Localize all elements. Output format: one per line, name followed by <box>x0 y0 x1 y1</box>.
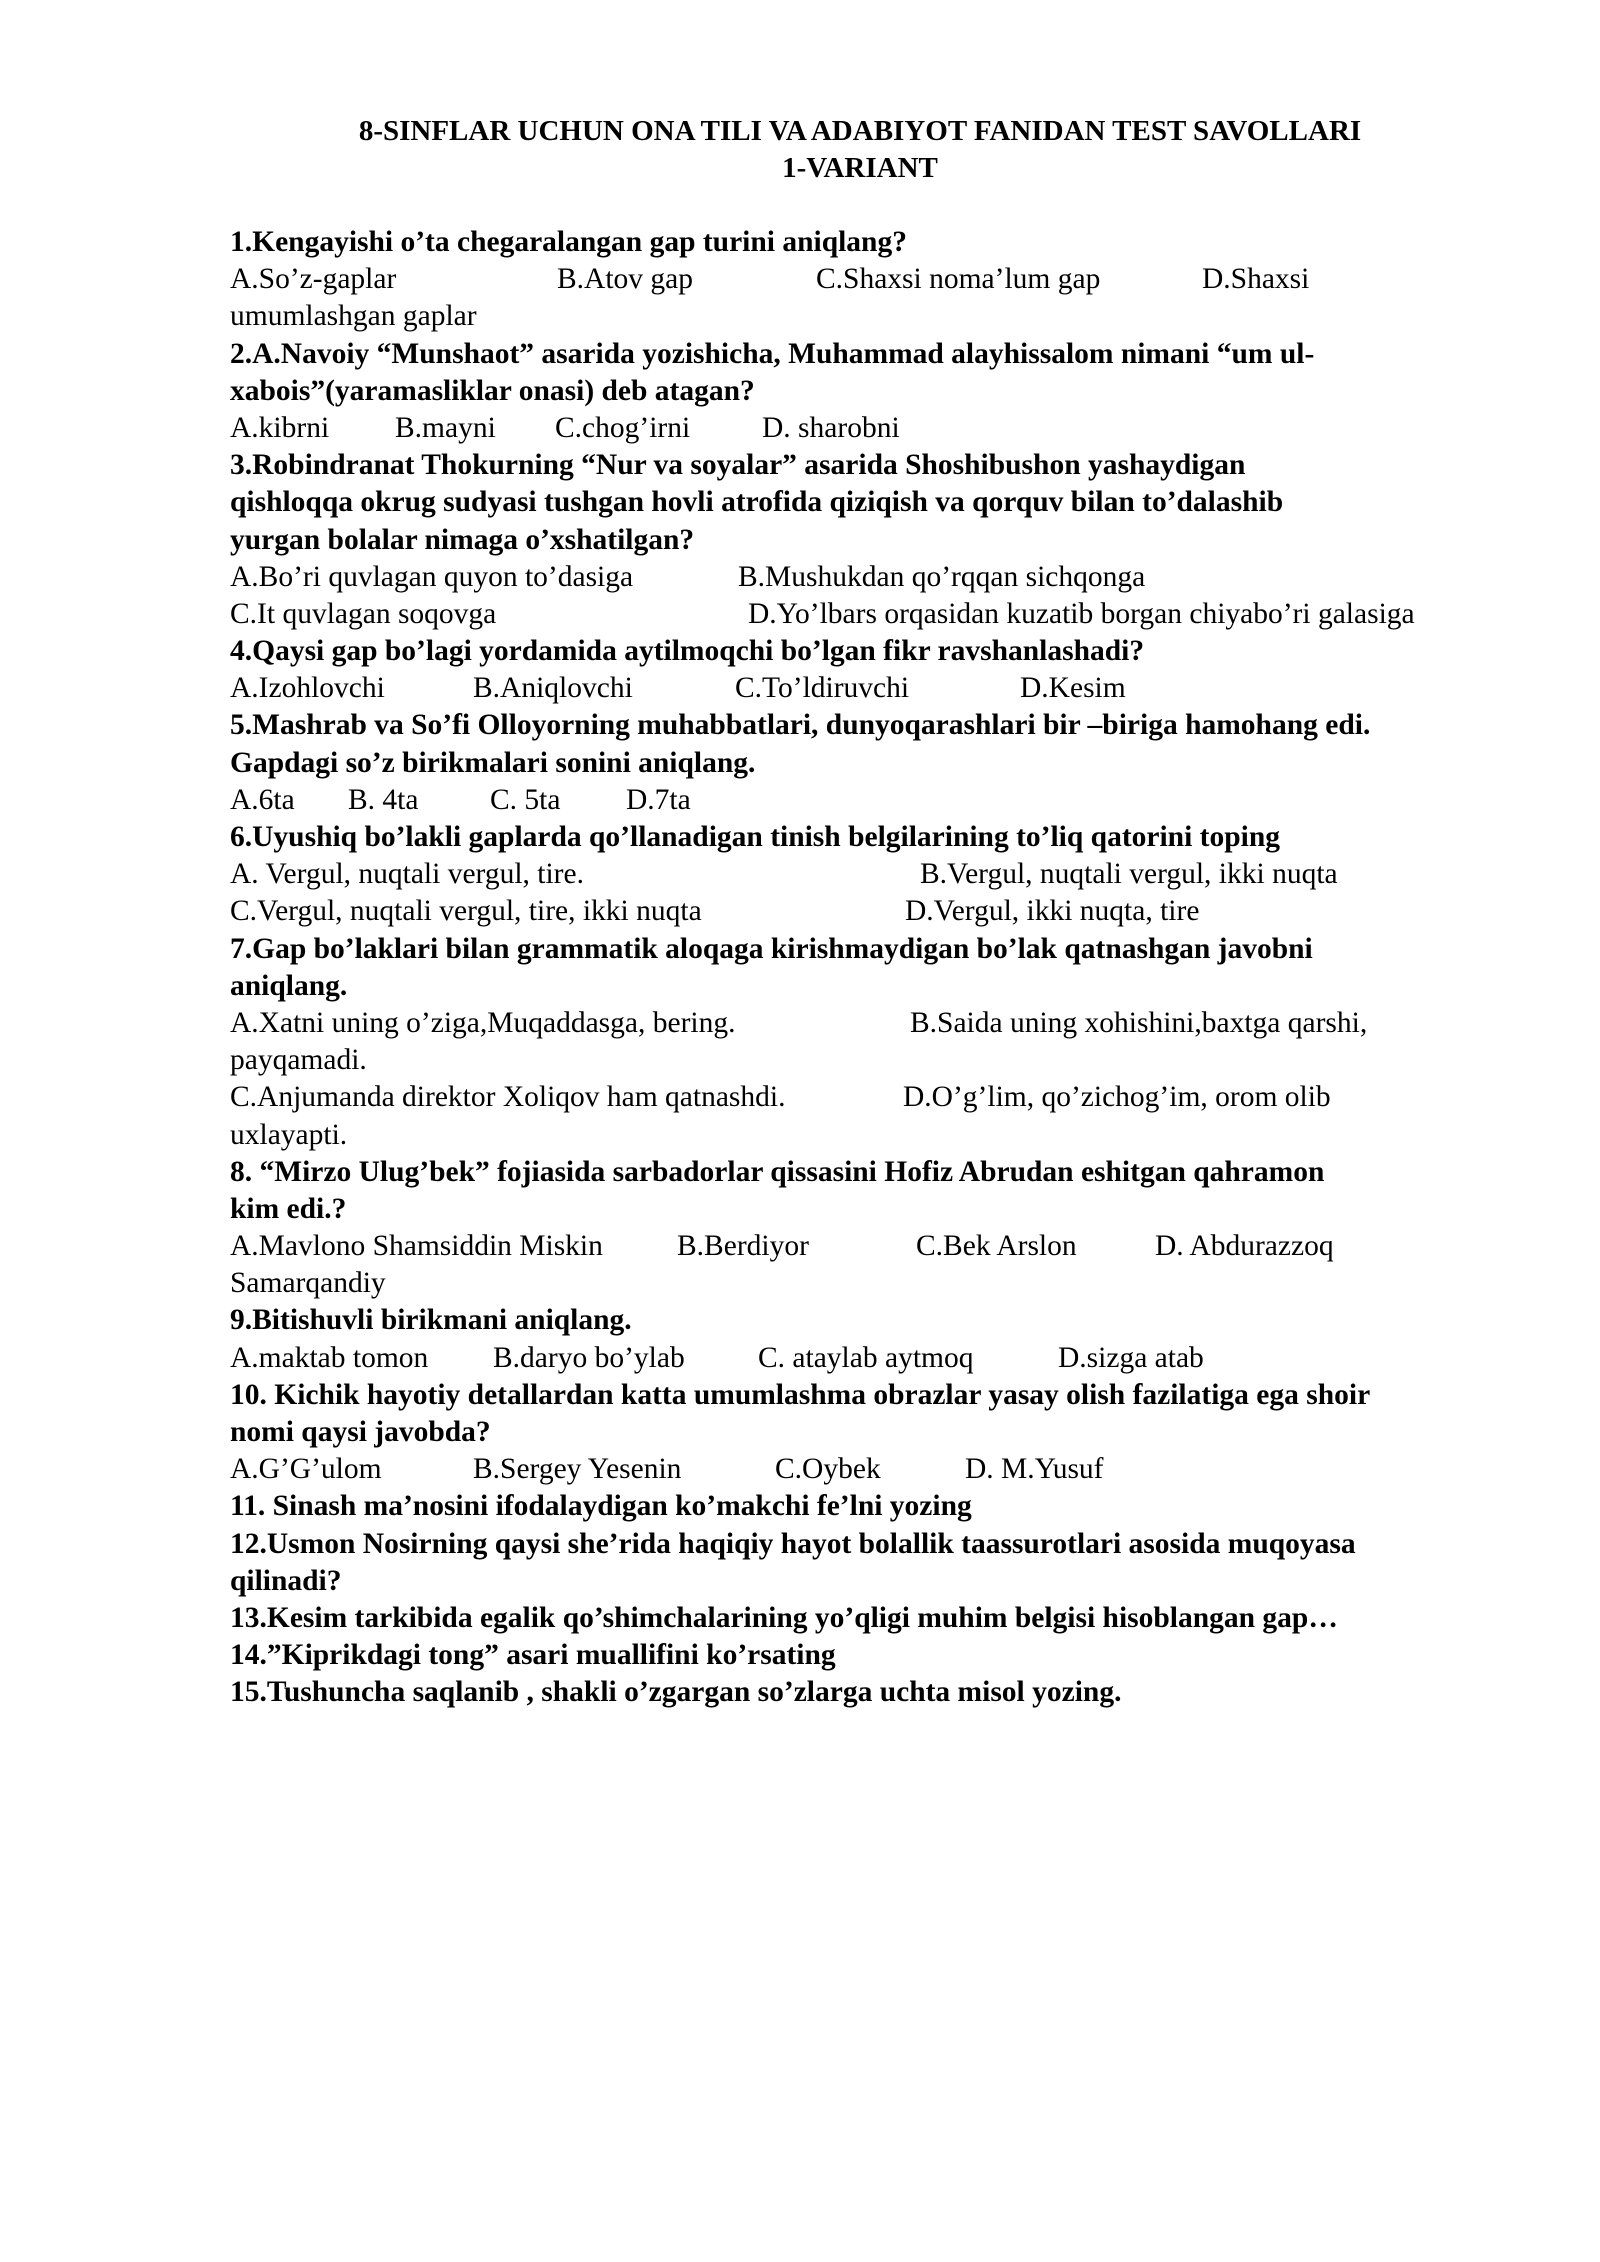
question-1: 1.Kengayishi o’ta chegaralangan gap turini aniqlang? <box>230 226 907 258</box>
question-2: 2.A.Navoiy “Munshaot” asarida yozishicha, Muhammad alayhissalom nimani “um ul- <box>230 337 1315 370</box>
option-b: B.Vergul, nuqtali vergul, ikki nuqta <box>920 858 1338 891</box>
option-d: D.Kesim <box>1020 672 1126 705</box>
variant-title: 1-VARIANT <box>782 152 938 184</box>
option-a: A.G’G’ulom <box>230 1453 382 1486</box>
option-b: B.Saida uning xohishini,baxtga qarshi, <box>910 1006 1368 1039</box>
option-a: A.Mavlono Shamsiddin Miskin <box>230 1230 603 1263</box>
option-d: D. M.Yusuf <box>965 1453 1104 1486</box>
option-b: B.Atov gap <box>557 263 694 296</box>
option-b: B. 4ta <box>348 783 419 816</box>
option-b: B.Berdiyor <box>677 1230 809 1263</box>
questions-list <box>230 224 1500 1712</box>
question-9: 9.Bitishuvli birikmani aniqlang. <box>230 1304 632 1337</box>
option-c: C.chog’irni <box>555 411 691 444</box>
option-b: B.Mushukdan qo’rqqan sichqonga <box>738 560 1146 593</box>
question-8: 8. “Mirzo Ulug’bek” fojiasida sarbadorlar qissasini Hofiz Abrudan eshitgan qahramon <box>230 1155 1325 1188</box>
option-continuation: payqamadi. <box>230 1044 367 1077</box>
question-3: 3.Robindranat Thokurning “Nur va soyalar” asarida Shoshibushon yashaydigan <box>230 449 1246 482</box>
question-5: 5.Mashrab va So’fi Olloyorning muhabbatlari, dunyoqarashlari bir –biriga hamohang edi. <box>230 709 1371 742</box>
options-row <box>230 1228 1500 1265</box>
options-row <box>230 559 1500 596</box>
question-15: 15.Tushuncha saqlanib , shakli o’zgargan so’zlarga uchta misol yozing. <box>230 1676 1122 1709</box>
option-b: B.Aniqlovchi <box>473 672 633 705</box>
question-8-cont: kim edi.? <box>230 1192 347 1225</box>
options-row <box>230 596 1500 633</box>
option-c: C.Vergul, nuqtali vergul, tire, ikki nuqta <box>230 895 702 928</box>
question-10-cont: nomi qaysi javobda? <box>230 1416 491 1448</box>
option-d: D.Shaxsi <box>1202 263 1310 296</box>
page-title: 8-SINFLAR UCHUN ONA TILI VA ADABIYOT FANIDAN TEST SAVOLLARI <box>358 115 1362 147</box>
option-c: C.Oybek <box>775 1453 881 1486</box>
option-continuation: Samarqandiy <box>230 1267 386 1300</box>
option-c: C.Bek Arslon <box>916 1230 1077 1263</box>
question-10: 10. Kichik hayotiy detallardan katta umumlashma obrazlar yasay olish fazilatiga ega shoir <box>230 1378 1371 1411</box>
options-row <box>230 782 1500 819</box>
option-d: D.O’g’lim, qo’zichog’im, orom olib <box>903 1081 1331 1114</box>
option-d: D.sizga atab <box>1058 1341 1204 1374</box>
options-row <box>230 1340 1500 1377</box>
question-6: 6.Uyushiq bo’lakli gaplarda qo’llanadigan tinish belgilarining to’liq qatorini toping <box>230 821 1280 853</box>
question-2-cont: xabois”(yaramasliklar onasi) deb atagan? <box>230 374 755 407</box>
question-3-cont: yurgan bolalar nimaga o’xshatilgan? <box>230 523 695 556</box>
question-13: 13.Kesim tarkibida egalik qo’shimchalarining yo’qligi muhim belgisi hisoblangan gap… <box>230 1601 1338 1634</box>
question-12-cont: qilinadi? <box>230 1564 342 1597</box>
option-a: A.Xatni uning o’ziga,Muqaddasga, bering. <box>230 1006 736 1039</box>
option-b: B.Sergey Yesenin <box>473 1453 682 1486</box>
option-a: A. Vergul, nuqtali vergul, tire. <box>230 858 584 891</box>
option-d: D. sharobni <box>762 411 900 444</box>
question-14: 14.”Kiprikdagi tong” asari muallifini ko’rsating <box>230 1639 836 1672</box>
option-d: D.7ta <box>626 783 691 816</box>
option-continuation: uxlayapti. <box>230 1118 348 1151</box>
option-b: B.mayni <box>395 411 496 444</box>
option-a: A.6ta <box>230 783 295 816</box>
question-7: 7.Gap bo’laklari bilan grammatik aloqaga kirishmaydigan bo’lak qatnashgan javobni <box>230 932 1313 965</box>
question-3-cont: qishloqqa okrug sudyasi tushgan hovli atrofida qiziqish va qorquv bilan to’dalashib <box>230 486 1284 519</box>
option-c: C.Anjumanda direktor Xoliqov ham qatnashdi. <box>230 1081 786 1114</box>
option-c: C.Shaxsi noma’lum gap <box>816 263 1101 296</box>
options-row <box>230 261 1500 298</box>
option-a: A.Bo’ri quvlagan quyon to’dasiga <box>230 560 634 593</box>
option-c: C. ataylab aytmoq <box>758 1341 974 1374</box>
question-4: 4.Qaysi gap bo’lagi yordamida aytilmoqchi bo’lgan fikr ravshanlashadi? <box>230 635 1145 668</box>
option-c: C.It quvlagan soqovga <box>230 597 497 630</box>
option-d: D.Vergul, ikki nuqta, tire <box>905 895 1200 928</box>
option-a: A.So’z-gaplar <box>230 263 397 296</box>
question-12: 12.Usmon Nosirning qaysi she’rida haqiqiy hayot bolallik taassurotlari asosida muqoyasa <box>230 1527 1356 1560</box>
option-c: C.To’ldiruvchi <box>735 672 910 705</box>
question-11: 11. Sinash ma’nosini ifodalaydigan ko’makchi fe’lni yozing <box>230 1490 972 1523</box>
option-d: D.Yo’lbars orqasidan kuzatib borgan chiyabo’ri galasiga <box>748 597 1415 630</box>
question-7-cont: aniqlang. <box>230 969 348 1002</box>
option-c: C. 5ta <box>490 783 561 816</box>
option-continuation: umumlashgan gaplar <box>230 300 477 333</box>
question-5-cont: Gapdagi so’z birikmalari sonini aniqlang. <box>230 746 756 779</box>
option-b: B.daryo bo’ylab <box>493 1341 685 1374</box>
options-row <box>230 410 1500 447</box>
options-row <box>230 670 1500 707</box>
option-a: A.maktab tomon <box>230 1341 429 1374</box>
option-a: A.kibrni <box>230 411 330 444</box>
options-row <box>230 1005 1500 1042</box>
options-row <box>230 1451 1500 1488</box>
option-a: A.Izohlovchi <box>230 672 385 705</box>
options-row <box>230 856 1500 893</box>
options-row <box>230 1079 1500 1116</box>
option-d: D. Abdurazzoq <box>1155 1230 1334 1263</box>
options-row <box>230 893 1500 930</box>
